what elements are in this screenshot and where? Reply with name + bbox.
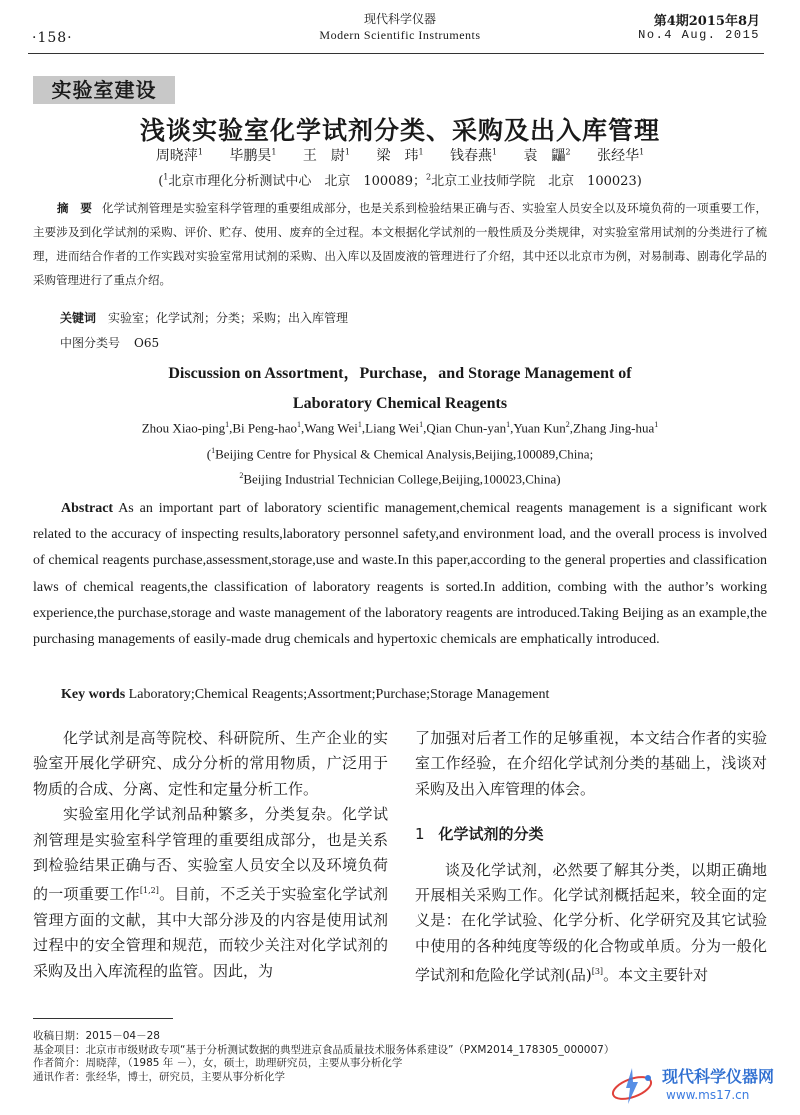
footnote-corresponding: 通讯作者：张经华，博士，研究员，主要从事分析化学 <box>33 1070 285 1083</box>
body-column-right <box>415 726 767 989</box>
journal-title-en: Modern Scientific Instruments <box>319 28 481 42</box>
page-number: ·158· <box>32 30 73 46</box>
abstract-label-en: Abstract <box>61 501 114 516</box>
author-cn: 梁 玮$^1$ <box>376 147 424 164</box>
site-watermark: 现代科学仪器网 www.ms17.cn <box>608 1064 788 1108</box>
header-divider <box>28 53 764 54</box>
footnotes <box>33 1030 614 1084</box>
section-heading: 1 化学试剂的分类 <box>415 825 544 844</box>
author-list-en: Zhou Xiao-ping$^1$,Bi Peng-hao$^1$,Wang Wei$^1$,Liang Wei$^1$,Qian Chun-yan$^1$,Yuan Kun$^2$,Zhang Jing-hua$^1$ <box>141 420 659 436</box>
watermark-logo-icon <box>608 1064 658 1108</box>
issue-info-cn: 第4期2015年8月 <box>653 14 760 29</box>
issue-info-en: No.4 Aug. 2015 <box>638 28 760 42</box>
keywords-cn: 关键词 实验室；化学试剂；分类；采购；出入库管理 <box>60 311 349 325</box>
article-title-en: Discussion on Assortment，Purchase，and Storage Management of Laboratory Chemical Reagents <box>168 365 632 412</box>
citation-ref: [3] <box>591 967 604 977</box>
journal-title-cn: 现代科学仪器 <box>363 12 436 26</box>
body-column-left <box>33 726 388 984</box>
affiliation-cn: ($^1$北京市理化分析测试中心 北京 100089；$^2$北京工业技师学院 北京 100023) <box>158 172 642 189</box>
footnote-fund: 基金项目：北京市市级财政专项“基于分析测试数据的典型进京食品质量技术服务体系建设”（PXM2014_178305_000007） <box>33 1043 615 1056</box>
citation-ref: [1,2] <box>139 886 159 896</box>
author-cn: 毕鹏昊$^1$ <box>229 147 277 164</box>
abstract-text-cn: 化学试剂管理是实验室科学管理的重要组成部分，也是关系到检验结果正确与否、实验室人员安全以及环境负荷的一项重要工作，主要涉及到化学试剂的采购、评价、贮存、使用、废弃的全过程。本文根据化学试剂的一般性质及分类规律，对实验室常用试剂的分类进行了梳理，进而结合作者的工作实践对实验室常用试剂的采购、出入库以及固废液的管理进行了介绍，其中还以北京市为例，对易制毒、剧毒化学品的采购管理进行了重点介绍。 <box>33 201 768 287</box>
affiliation-en-2: $^2$Beijing Industrial Technician College,Beijing,100023,China) <box>239 471 561 487</box>
body-paragraph: 谈及化学试剂，必然要了解其分类，以期正确地开展相关采购工作。化学试剂概括起来，较全面的定义是：在化学试验、化学分析、化学研究及其它试验中使用的各种纯度等级的化合物或单质。分为一般化学试剂和危险化学试剂(品)[3]。本文主要针对 <box>415 860 767 985</box>
body-paragraph: 化学试剂是高等院校、科研院所、生产企业的实验室开展化学研究、成分分析的常用物质，广泛用于物质的合成、分离、定性和定量分析工作。 <box>33 729 388 798</box>
abstract-label-cn: 摘 要 <box>57 201 93 215</box>
footnote-author-bio: 作者简介：周晓萍，（1985 年 －），女，硕士，助理研究员，主要从事分析化学 <box>33 1057 403 1069</box>
section-tag: 实验室建设 <box>33 76 175 104</box>
body-paragraph: 了加强对后者工作的足够重视，本文结合作者的实验室工作经验，在介绍化学试剂分类的基础上，浅谈对采购及出入库管理的体会。 <box>415 729 767 798</box>
body-paragraph: 实验室用化学试剂品种繁多，分类复杂。化学试剂管理是实验室科学管理的重要组成部分，也是关系到检验结果正确与否、实验室人员安全以及环境负荷的一项重要工作[1,2]。目前，不乏关于实验室化学试剂管理方面的文献，其中大部分涉及的内容是使用试剂过程中的安全管理和规范，而较少关注对化学试剂的采购及出入库流程的监管。因此，为 <box>33 805 388 980</box>
author-cn: 周晓萍$^1$ <box>155 147 203 164</box>
keywords-en: Key words Laboratory;Chemical Reagents;Assortment;Purchase;Storage Management <box>61 687 550 702</box>
author-cn: 王 尉$^1$ <box>302 147 350 164</box>
classification-cn: 中图分类号 O65 <box>60 336 160 350</box>
author-list-cn <box>0 145 800 165</box>
abstract-en <box>33 496 767 653</box>
affiliation-en-1: ($^1$Beijing Centre for Physical & Chemical Analysis,Beijing,100089,China; <box>206 446 594 462</box>
author-cn: 张经华$^1$ <box>597 147 645 164</box>
abstract-cn <box>33 196 767 292</box>
author-cn: 钱春燕$^1$ <box>450 147 498 164</box>
footnote-received: 收稿日期：2015－04－28 <box>33 1030 160 1042</box>
author-cn: 袁 鼺$^2$ <box>523 147 571 164</box>
abstract-text-en: As an important part of laboratory scientific management,chemical reagents management is a significant work related to the accuracy of inspecting results,laboratory personnel safety,and environment load, and the overall process is involved of chemical reagents purchase,assessment,storage,use and waste.In this paper,according to the general properties and classification laws of chemical reagents,the classification of laboratory reagents is sorted.In addition, combing with the author’s working experience,the purchase,storage and waste management of the laboratory reagents are introduced.Taking Beijing as an example,the purchasing managements of easily-made drug chemicals and hypertoxic chemicals are emphatically introduced. <box>33 501 767 648</box>
footnote-divider <box>33 1018 173 1019</box>
article-title-cn: 浅谈实验室化学试剂分类、采购及出入库管理 <box>139 116 660 145</box>
